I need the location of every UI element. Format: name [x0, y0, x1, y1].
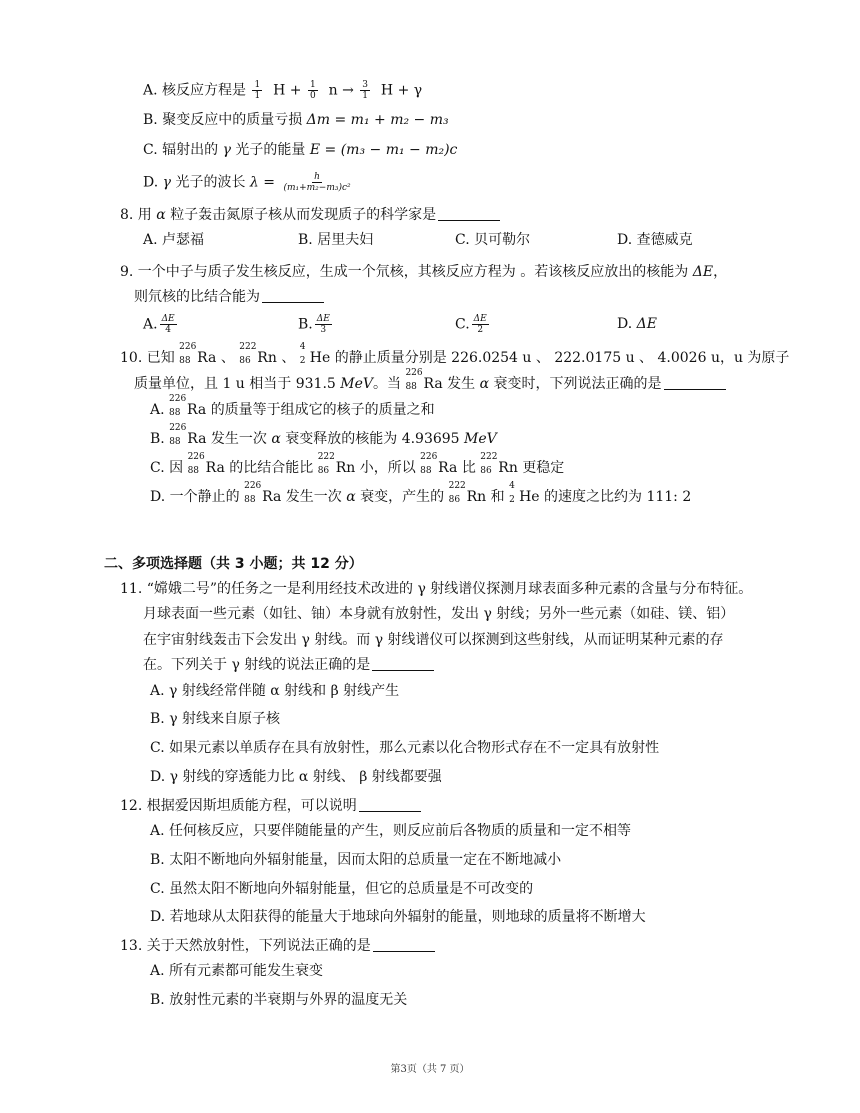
- q8-option-a: A. 卢瑟福: [143, 232, 205, 248]
- q9-option-b: B. $\frac{\Delta E}{3}$: [298, 314, 330, 335]
- q12-stem: 12. 根据爱因斯坦质能方程，可以说明: [120, 796, 421, 816]
- q13-option-b: B. 放射性元素的半衰期与外界的温度无关: [150, 992, 408, 1008]
- q9-option-d: D. ΔE: [617, 316, 657, 332]
- q7-option-a: A. 核反应方程是 $\frac{1}{1}$ H + $\frac{1}{0}$ n → $\frac{3}{1}$ H + γ: [143, 80, 423, 101]
- answer-blank: [438, 206, 500, 221]
- q13-option-a: A. 所有元素都可能发生衰变: [150, 963, 324, 979]
- q10-option-a: A. 226 88 Ra 的质量等于组成它的核子的质量之和: [150, 394, 435, 418]
- q11-option-b: B. γ 射线来自原子核: [150, 711, 281, 727]
- q11-stem-line4: 在。下列关于 γ 射线的说法正确的是: [143, 655, 434, 675]
- q9-stem-line1: 9. 一个中子与质子发生核反应，生成一个氘核，其核反应方程为 。若该核反应放出的核能为 ΔE，: [120, 264, 728, 280]
- q11-stem-line3: 在宇宙射线轰击下会发出 γ 射线。而 γ 射线谱仪可以探测到这些射线，从而证明某种元素的存: [143, 632, 724, 648]
- q9-option-c: C. $\frac{\Delta E}{2}$: [455, 314, 487, 335]
- q7-option-d: D. γ 光子的波长 λ = $\frac{h}{\text{(m₁+m₂−m₃)c²}}$: [143, 172, 351, 193]
- answer-blank: [359, 797, 421, 812]
- q8-option-c: C. 贝可勒尔: [455, 232, 531, 248]
- q11-stem-line2: 月球表面一些元素（如钍、铀）本身就有放射性，发出 γ 射线；另外一些元素（如硅、镁、铝）: [143, 606, 735, 622]
- q9-option-a: A. $\frac{\Delta E}{4}$: [143, 314, 175, 335]
- q12-option-b: B. 太阳不断地向外辐射能量，因而太阳的总质量一定在不断地减小: [150, 852, 562, 868]
- section-heading: 二、多项选择题（共 3 小题；共 12 分）: [104, 556, 363, 572]
- page-footer: 第3页（共 7 页）: [390, 1064, 470, 1075]
- answer-blank: [262, 288, 324, 303]
- q7-a-n2-frac: $\frac{1}{0}$: [309, 80, 316, 101]
- q11-option-c: C. 如果元素以单质存在具有放射性，那么元素以化合物形式存在不一定具有放射性: [150, 740, 660, 756]
- q11-option-a: A. γ 射线经常伴随 α 射线和 β 射线产生: [150, 683, 400, 699]
- q7-option-b: B. 聚变反应中的质量亏损 Δm = m₁ + m₂ − m₃: [143, 112, 449, 128]
- q12-option-d: D. 若地球从太阳获得的能量大于地球向外辐射的能量，则地球的质量将不断增大: [150, 909, 646, 925]
- q7-d-lambda-frac: $\frac{h}{\text{(m₁+m₂−m₃)c²}}$: [283, 172, 351, 193]
- q11-option-d: D. γ 射线的穿透能力比 α 射线、 β 射线都要强: [150, 769, 442, 785]
- q7-option-c: C. 辐射出的 γ 光子的能量 E = (m₃ − m₁ − m₂)c: [143, 142, 458, 158]
- answer-blank: [373, 937, 435, 952]
- q11-stem-line1: 11. “嫦娥二号”的任务之一是利用经技术改进的 γ 射线谱仪探测月球表面多种元素的含量与分布特征。: [120, 581, 753, 597]
- q10-option-b: B. 226 88 Ra 发生一次 α 衰变释放的核能为 4.93695 MeV: [150, 423, 497, 447]
- answer-blank: [372, 656, 434, 671]
- q10-option-c: C. 因 226 88 Ra 的比结合能比 222 86 Rn 小，所以 226 88 Ra 比 222 86 Rn 更稳定: [150, 452, 565, 476]
- q12-option-c: C. 虽然太阳不断地向外辐射能量，但它的总质量是不可改变的: [150, 881, 534, 897]
- answer-blank: [664, 375, 726, 390]
- q8-option-b: B. 居里夫妇: [298, 232, 374, 248]
- q7-a-n3-frac: $\frac{3}{1}$: [362, 80, 369, 101]
- q8-option-d: D. 查德威克: [617, 232, 693, 248]
- q10-option-d: D. 一个静止的 226 88 Ra 发生一次 α 衰变，产生的 222 86 Rn 和 4 2 He 的速度之比约为 111: 2: [150, 481, 692, 505]
- q13-stem: 13. 关于天然放射性，下列说法正确的是: [120, 936, 435, 956]
- q9-stem-line2: 则氘核的比结合能为: [134, 287, 324, 307]
- q10-stem-line2: 质量单位，且 1 u 相当于 931.5 MeV。当 226 88 Ra 发生 α 衰变时，下列说法正确的是: [134, 374, 726, 394]
- q7-a-n1-frac: $\frac{1}{1}$: [254, 80, 261, 101]
- q8-stem: 8. 用 α 粒子轰击氮原子核从而发现质子的科学家是: [120, 205, 500, 225]
- q10-stem-line1: 10. 已知 226 88 Ra 、 222 86 Rn 、 4 2 He 的静止质量分别是 226.0254 u 、 222.0175 u 、 4.0026 u，u 为原子: [120, 342, 790, 366]
- q12-option-a: A. 任何核反应，只要伴随能量的产生，则反应前后各物质的质量和一定不相等: [150, 823, 632, 839]
